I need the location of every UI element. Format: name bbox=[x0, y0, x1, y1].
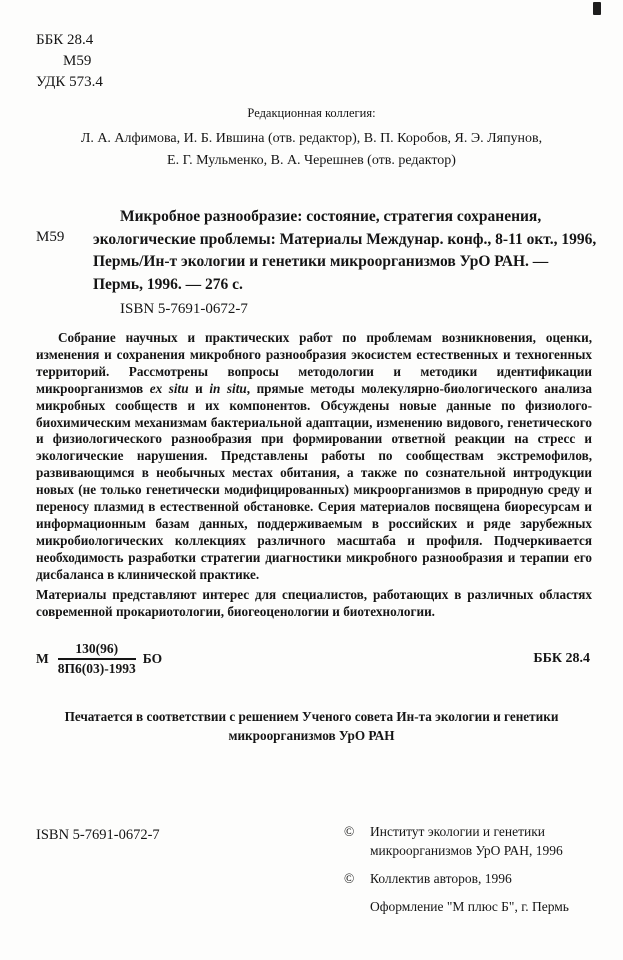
design-credit: Оформление "М плюс Б", г. Пермь bbox=[370, 899, 569, 914]
code-suffix: БО bbox=[142, 651, 163, 666]
printed-line-1: Печатается в соответствии с решением Ученого совета Ин-та экологии и генетики bbox=[64, 709, 559, 724]
annotation-paragraph-2: Материалы представляют интерес для специалистов, работающих в различных областях современной прокариотологии, биогеоценологии и биотехнологии. bbox=[36, 586, 592, 619]
catalog-title-line-2: экологические проблемы: Материалы Междунар. конф., 8-11 окт., 1996, bbox=[93, 230, 597, 248]
code-fraction-denominator: 8П6(03)-1993 bbox=[57, 661, 136, 676]
printed-by-notice bbox=[0, 707, 623, 745]
code-fraction bbox=[58, 641, 136, 677]
editorial-line-1: Л. А. Алфимова, И. Б. Ившина (отв. редактор), В. П. Коробов, Я. Э. Ляпунов, bbox=[80, 131, 543, 146]
copyright-institute-line-2: микроорганизмов УрО РАН, 1996 bbox=[370, 843, 563, 858]
catalog-title-line-3: Пермь/Ин-т экологии и генетики микроорганизмов УрО РАН. — bbox=[93, 253, 549, 270]
catalog-margin-code: М59 bbox=[36, 229, 65, 245]
bbk-code: ББК 28.4 bbox=[36, 32, 94, 48]
copyright-entry-authors bbox=[344, 869, 569, 888]
catalog-entry bbox=[93, 206, 599, 321]
copyright-entry-institute bbox=[344, 822, 569, 860]
classification-codes bbox=[36, 30, 103, 93]
udk-code: УДК 573.4 bbox=[36, 74, 103, 90]
isbn-bottom: ISBN 5-7691-0672-7 bbox=[36, 827, 160, 843]
editorial-line-2: Е. Г. Мульменко, В. А. Черешнев (отв. редактор) bbox=[167, 153, 456, 168]
copyright-institute-line-1: Институт экологии и генетики bbox=[370, 824, 545, 839]
annotation bbox=[36, 330, 592, 620]
annotation-p1-text-c: , прямые методы молекулярно-биологического анализа микробных сообществ и их компонентов. Обсуждены новые данные по физиолого-биохимическим механизмам бактериальной адаптации, изменению видового, генетического и физиологического разнообразия при формировании ответной реакции на стресс и экологические нарушения. Представлены работы по сообществам экстремофилов, развивающимся в необычных местах обитания, а также по сознательной интродукции новых (не только генетически модифицированных) микроорганизмов в природную среду и переносу плазмид в естественной обстановке. Серия материалов посвящена биоресурсам и информационным базам данных, поддерживаемым в российских и ряде зарубежных микробиологических коллекциях различного масштаба и профиля. Подчеркивается необходимость разработки стратегии диагностики микробного разнообразия и терапии его дисбаланса в клинической практике. bbox=[36, 380, 592, 582]
copyright-block bbox=[344, 822, 569, 916]
catalog-title-line-4: Пермь, 1996. — 276 с. bbox=[93, 275, 243, 293]
classification-code-line bbox=[36, 641, 590, 677]
printed-line-2: микроорганизмов УрО РАН bbox=[228, 728, 395, 743]
catalog-isbn: ISBN 5-7691-0672-7 bbox=[120, 301, 248, 317]
copyright-authors-text: Коллектив авторов, 1996 bbox=[370, 871, 512, 886]
code-fraction-numerator: 130(96) bbox=[58, 641, 136, 660]
author-sign: М59 bbox=[63, 53, 92, 69]
editorial-board bbox=[0, 106, 623, 172]
copyright-symbol: © bbox=[344, 871, 355, 886]
bbk-code-right: ББК 28.4 bbox=[533, 651, 590, 666]
annotation-p1-text-a: Собрание научных и практических работ по проблемам возникновения, оценки, изменения и сохранения микробного разнообразия экосистем естественных и техногенных территорий. Рассмотрены вопросы методологии и методики идентификации микроорганизмов bbox=[36, 330, 592, 396]
editorial-heading: Редакционная коллегия: bbox=[247, 106, 376, 120]
scan-artifact bbox=[593, 2, 601, 15]
annotation-ex-situ: ex situ bbox=[149, 380, 189, 396]
annotation-paragraph-1 bbox=[36, 330, 592, 584]
code-prefix: М bbox=[36, 651, 49, 666]
copyright-symbol: © bbox=[344, 824, 355, 839]
annotation-p1-text-b: и bbox=[188, 380, 210, 396]
catalog-title-line-1: Микробное разнообразие: состояние, стратегия сохранения, bbox=[120, 208, 542, 225]
annotation-in-situ: in situ bbox=[209, 380, 247, 396]
